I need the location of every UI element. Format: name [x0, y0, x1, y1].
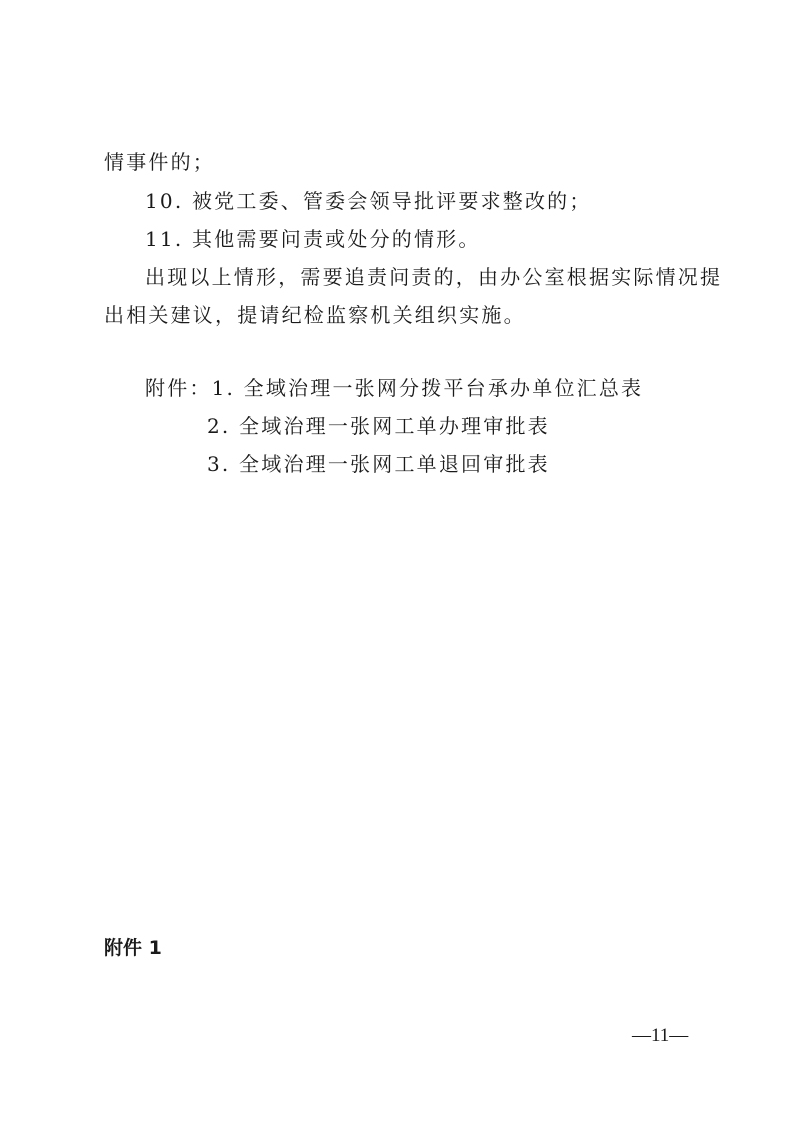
continuation-text: 情事件的；: [104, 150, 215, 174]
list-item-11: 11. 其他需要问责或处分的情形。: [145, 227, 481, 251]
attachment-item-2: 2. 全域治理一张网工单办理审批表: [207, 414, 550, 438]
attachment-list-first: 附件：1. 全域治理一张网分拨平台承办单位汇总表: [145, 376, 644, 400]
paragraph-line-1: 出现以上情形，需要追责问责的，由办公室根据实际情况提: [145, 265, 723, 289]
list-item-10: 10. 被党工委、管委会领导批评要求整改的；: [145, 189, 592, 213]
page-number: —11—: [632, 1025, 689, 1046]
attachment-item-3: 3. 全域治理一张网工单退回审批表: [207, 452, 550, 476]
appendix-heading: 附件 1: [104, 937, 162, 959]
paragraph-line-2: 出相关建议，提请纪检监察机关组织实施。: [104, 303, 526, 327]
